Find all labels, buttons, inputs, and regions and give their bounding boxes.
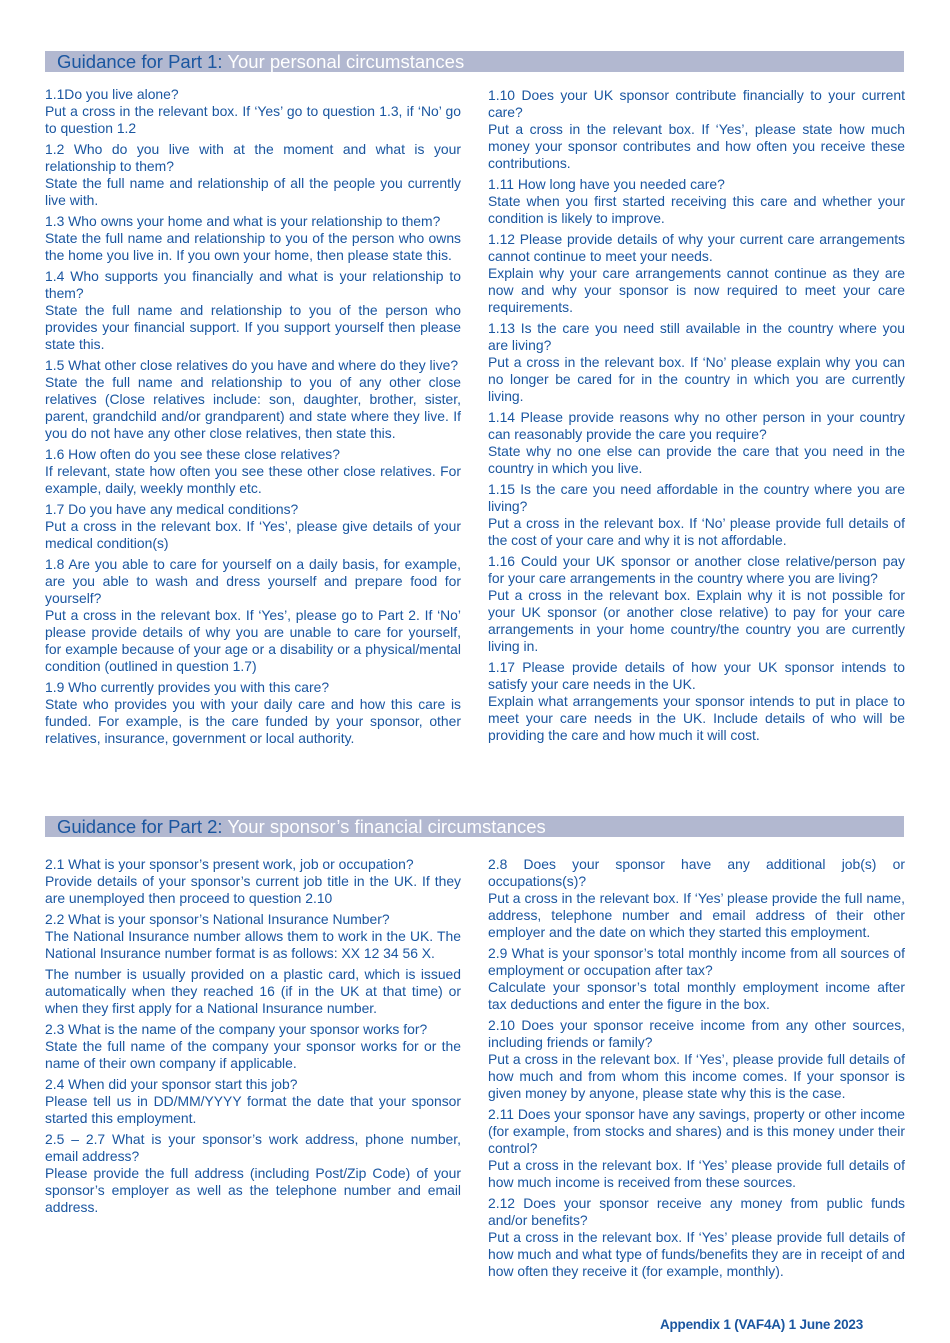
question-text: 1.4 Who supports you financially and what is your relationship to them? (45, 268, 461, 301)
guidance-text: Provide details of your sponsor’s current job title in the UK. If they are unemployed then proceed to question 2.10 (45, 873, 461, 906)
part1-heading-lead: Guidance for Part 1: (57, 51, 223, 72)
question-1-2 (45, 141, 461, 209)
question-1-5 (45, 357, 461, 442)
guidance-text: Put a cross in the relevant box. If ‘Yes’, please give details of your medical condition(s) (45, 518, 461, 551)
question-text: 2.10 Does your sponsor receive income from any other sources, including friends or family? (488, 1017, 905, 1050)
question-2-3 (45, 1021, 461, 1072)
question-text: 1.17 Please provide details of how your UK sponsor intends to satisfy your care needs in the UK. (488, 659, 905, 692)
question-text: 1.2 Who do you live with at the moment and what is your relationship to them? (45, 141, 461, 174)
question-text: 1.13 Is the care you need still available in the country where you are living? (488, 320, 905, 353)
guidance-text: State the full name and relationship to you of the person who provides your financial support. If you support yourself then please state this. (45, 302, 461, 352)
page-footer: Appendix 1 (VAF4A) 1 June 2023 (659, 1317, 863, 1332)
question-text: 1.3 Who owns your home and what is your relationship to them? (45, 213, 441, 229)
question-1-9 (45, 679, 461, 747)
question-text: 2.5 – 2.7 What is your sponsor’s work address, phone number, email address? (45, 1131, 461, 1164)
part2-left-column (45, 856, 461, 1220)
question-text: 2.9 What is your sponsor’s total monthly income from all sources of employment or occupation after tax? (488, 945, 905, 978)
guidance-text: State when you first started receiving this care and whether your condition is likely to improve. (488, 193, 905, 226)
guidance-text: Put a cross in the relevant box. If ‘No’ please provide full details of the cost of your care and why it is not affordable. (488, 515, 905, 548)
part2-right-column (488, 856, 905, 1284)
guidance-text: Please tell us in DD/MM/YYYY format the date that your sponsor started this employment. (45, 1093, 461, 1126)
guidance-text: Put a cross in the relevant box. Explain why it is not possible for your UK sponsor (or another close relative) to pay for your care arrangements in your home country/the country you are currently living in. (488, 587, 905, 654)
guidance-text: Put a cross in the relevant box. If ‘Yes’ please provide full details of how much income is received from these sources. (488, 1157, 905, 1190)
question-1-16 (488, 553, 905, 655)
guidance-text: Put a cross in the relevant box. If ‘Yes’ please provide the full name, address, telephone number and email address of their other employer and the date on which they started this employment. (488, 890, 905, 940)
question-1-1 (45, 86, 461, 137)
guidance-text: Put a cross in the relevant box. If ‘Yes’, please provide full details of how much and from whom this income comes. If your sponsor is given money by anyone, please state why this is the case. (488, 1051, 905, 1101)
question-1-6 (45, 446, 461, 497)
part2-heading-lead: Guidance for Part 2: (57, 816, 223, 837)
question-2-10 (488, 1017, 905, 1102)
question-text: 1.7 Do you have any medical conditions? (45, 501, 299, 517)
question-text: 1.12 Please provide details of why your current care arrangements cannot continue to meet your needs. (488, 231, 905, 264)
question-1-17 (488, 659, 905, 744)
guidance-text: Calculate your sponsor’s total monthly employment income after tax deductions and enter the figure in the box. (488, 979, 905, 1012)
guidance-text: State the full name and relationship of all the people you currently live with. (45, 175, 461, 208)
guidance-text: State the full name of the company your sponsor works for or the name of their own company if applicable. (45, 1038, 461, 1071)
question-text: 2.1 What is your sponsor’s present work, job or occupation? (45, 856, 414, 872)
question-text: 1.5 What other close relatives do you have and where do they live? (45, 357, 459, 373)
question-text: 2.4 When did your sponsor start this job? (45, 1076, 298, 1092)
question-2-12 (488, 1195, 905, 1280)
part1-heading (45, 51, 904, 72)
question-text: 1.10 Does your UK sponsor contribute financially to your current care? (488, 87, 905, 120)
question-text: 1.16 Could your UK sponsor or another close relative/person pay for your care arrangements in the country where you are living? (488, 553, 905, 586)
question-2-5-2-7 (45, 1131, 461, 1216)
part1-left-column (45, 86, 461, 751)
question-1-3 (45, 213, 461, 264)
guidance-text: Explain what arrangements your sponsor intends to put in place to meet your care needs in the UK. Include details of who will be providing the care and how much it will cost. (488, 693, 905, 743)
question-2-1 (45, 856, 461, 907)
guidance-text: Put a cross in the relevant box. If ‘Yes’ go to question 1.3, if ‘No’ go to question 1.2 (45, 103, 461, 136)
guidance-text: Put a cross in the relevant box. If ‘Yes’, please state how much money your sponsor contributes and how often you receive these contributions. (488, 121, 905, 171)
guidance-text: State the full name and relationship to you of any other close relatives (Close relatives include: son, daughter, brother, sister, parent, grandchild and/or grandparent) and state where they live. If you do not have any other close relatives, then state this. (45, 374, 461, 441)
question-text: 1.9 Who currently provides you with this care? (45, 679, 330, 695)
question-1-10 (488, 87, 905, 172)
question-text: 2.2 What is your sponsor’s National Insurance Number? (45, 911, 390, 927)
question-text: 1.14 Please provide reasons why no other person in your country can reasonably provide the care you require? (488, 409, 905, 442)
question-1-11 (488, 176, 905, 227)
question-1-7 (45, 501, 461, 552)
question-text: 2.3 What is the name of the company your sponsor works for? (45, 1021, 428, 1037)
guidance-text: The National Insurance number allows them to work in the UK. The National Insurance number format is as follows: XX 12 34 56 X. (45, 928, 461, 961)
part1-heading-sub: Your personal circumstances (222, 51, 465, 72)
part1-right-column (488, 87, 905, 748)
question-2-9 (488, 945, 905, 1013)
part2-heading (45, 816, 904, 837)
question-1-15 (488, 481, 905, 549)
guidance-text: State the full name and relationship to you of the person who owns the home you live in. If you own your home, then please state this. (45, 230, 461, 263)
guidance-text: Please provide the full address (including Post/Zip Code) of your sponsor’s employer as well as the telephone number and email address. (45, 1165, 461, 1215)
question-text: 1.11 How long have you needed care? (488, 176, 725, 192)
question-text: 1.1Do you live alone? (45, 86, 179, 102)
guidance-text: If relevant, state how often you see these other close relatives. For example, daily, weekly monthly etc. (45, 463, 461, 496)
question-text: 1.8 Are you able to care for yourself on a daily basis, for example, are you able to wash and dress yourself and prepare food for yourself? (45, 556, 461, 606)
part2-heading-sub: Your sponsor’s financial circumstances (222, 816, 546, 837)
question-text: 2.8 Does your sponsor have any additional job(s) or occupations(s)? (488, 856, 905, 889)
guidance-text: Put a cross in the relevant box. If ‘No’ please explain why you can no longer be cared for in the country in which you are currently living. (488, 354, 905, 404)
question-2-8 (488, 856, 905, 941)
guidance-text-extra: The number is usually provided on a plastic card, which is issued automatically when they reached 16 (if in the UK at that time) or when they first apply for a National Insurance number. (45, 966, 461, 1016)
guidance-text: Put a cross in the relevant box. If ‘Yes’, please go to Part 2. If ‘No’ please provide details of why you are unable to care for yourself, for example because of your age or a disability or a physical/mental condition (outlined in question 1.7) (45, 607, 461, 674)
question-text: 2.12 Does your sponsor receive any money from public funds and/or benefits? (488, 1195, 905, 1228)
question-2-2 (45, 911, 461, 1017)
question-text: 1.6 How often do you see these close relatives? (45, 446, 340, 462)
guidance-text: Put a cross in the relevant box. If ‘Yes’ please provide full details of how much and what type of funds/benefits they are in receipt of and how often they receive it (for example, monthly). (488, 1229, 905, 1279)
question-1-12 (488, 231, 905, 316)
question-text: 2.11 Does your sponsor have any savings, property or other income (for example, from stocks and shares) and is this money under their control? (488, 1106, 905, 1156)
question-1-4 (45, 268, 461, 353)
guidance-text: State who provides you with your daily care and how this care is funded. For example, is the care funded by your sponsor, other relatives, insurance, government or local authority. (45, 696, 461, 746)
question-1-8 (45, 556, 461, 675)
guidance-text: Explain why your care arrangements cannot continue as they are now and why your sponsor is now required to meet your care requirements. (488, 265, 905, 315)
question-1-13 (488, 320, 905, 405)
question-text: 1.15 Is the care you need affordable in the country where you are living? (488, 481, 905, 514)
question-2-11 (488, 1106, 905, 1191)
question-2-4 (45, 1076, 461, 1127)
guidance-text: State why no one else can provide the care that you need in the country in which you live. (488, 443, 905, 476)
question-1-14 (488, 409, 905, 477)
